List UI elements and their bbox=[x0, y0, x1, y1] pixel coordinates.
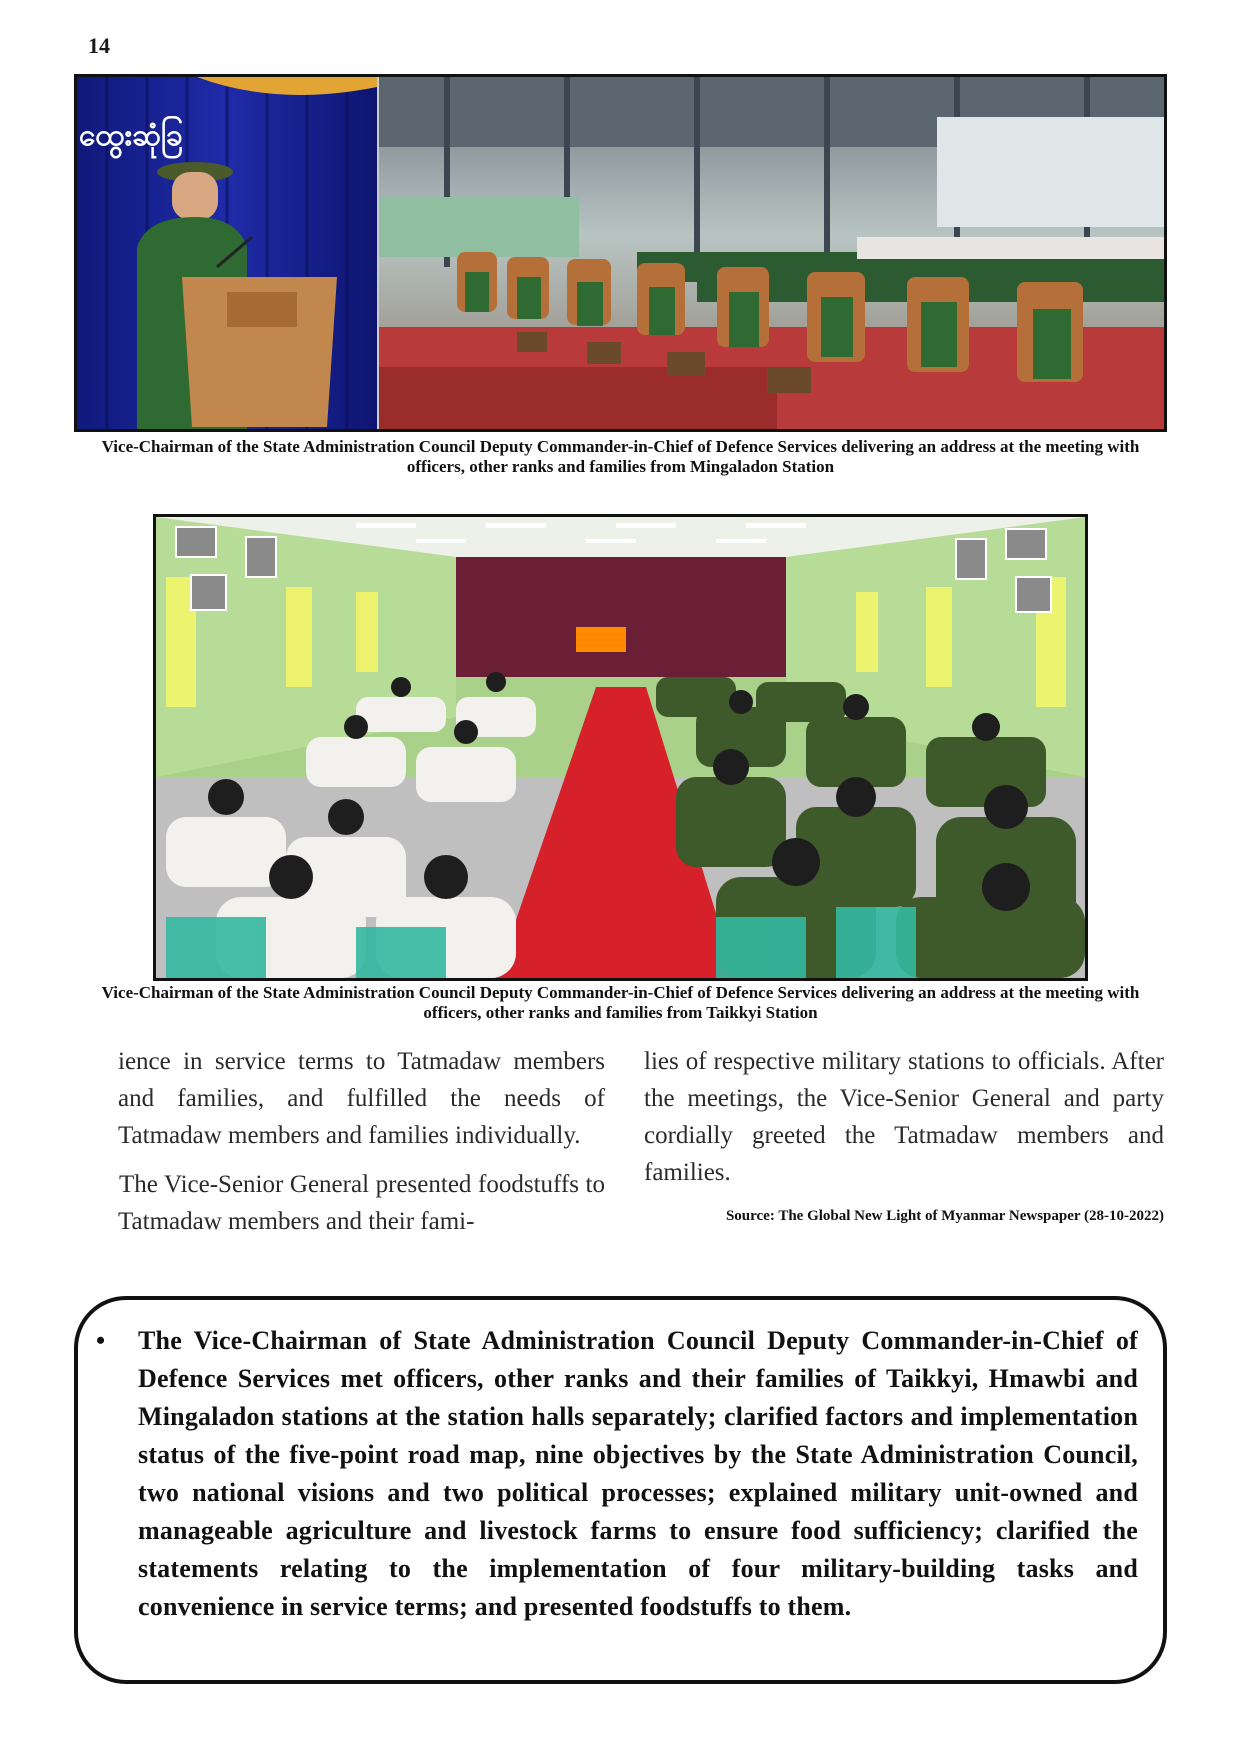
article-paragraph: ience in service terms to Tatmadaw members and families, and fulfilled the needs of Tatmadaw members and families individually. bbox=[118, 1048, 605, 1149]
summary-text: The Vice-Chairman of State Administration Council Deputy Commander-in-Chief of Defence Services met officers, other ranks and their families of Taikkyi, Hmawbi and Mingaladon stations at the station halls separately; clarified factors and implementation status of the five-point road map, nine objectives by the State Administration Council, two national visions and two political processes; explained military unit-owned and manageable agriculture and livestock farms to ensure food sufficiency; clarified the statements relating to the implementation of four military-building tasks and convenience in service terms; and presented foodstuffs to them. bbox=[138, 1326, 1138, 1621]
banner-text: ထွေးဆုံခြ bbox=[79, 118, 183, 153]
summary-list bbox=[96, 1322, 1138, 1626]
source-citation: Source: The Global New Light of Myanmar Newspaper (28-10-2022) bbox=[725, 1208, 1164, 1224]
photo-mingaladon-illustration bbox=[77, 77, 1164, 429]
photo-caption-mingaladon: Vice-Chairman of the State Administration Council Deputy Commander-in-Chief of Defence Services delivering an address at the meeting with officers, other ranks and families from Mingaladon Station bbox=[101, 437, 1140, 476]
photo-taikkyi-meeting bbox=[153, 514, 1088, 981]
photo-caption-taikkyi: Vice-Chairman of the State Administration Council Deputy Commander-in-Chief of Defence Services delivering an address at the meeting with officers, other ranks and families from Taikkyi Station bbox=[101, 983, 1140, 1022]
photo-mingaladon-meeting bbox=[74, 74, 1167, 432]
article-paragraph: lies of respective military stations to officials. After the meetings, the Vice-Senior General and party cordially greeted the Tatmadaw members and families. bbox=[644, 1048, 1164, 1186]
article-column-left bbox=[118, 1043, 605, 1240]
photo-taikkyi-illustration bbox=[156, 517, 1085, 978]
summary-box bbox=[74, 1296, 1167, 1684]
article-paragraph: The Vice-Senior General presented foodstuffs to Tatmadaw members and their fami- bbox=[118, 1171, 605, 1235]
summary-item bbox=[96, 1322, 1138, 1626]
article-column-right bbox=[644, 1043, 1164, 1191]
page-number: 14 bbox=[88, 33, 110, 58]
bullet-icon: • bbox=[96, 1326, 106, 1355]
